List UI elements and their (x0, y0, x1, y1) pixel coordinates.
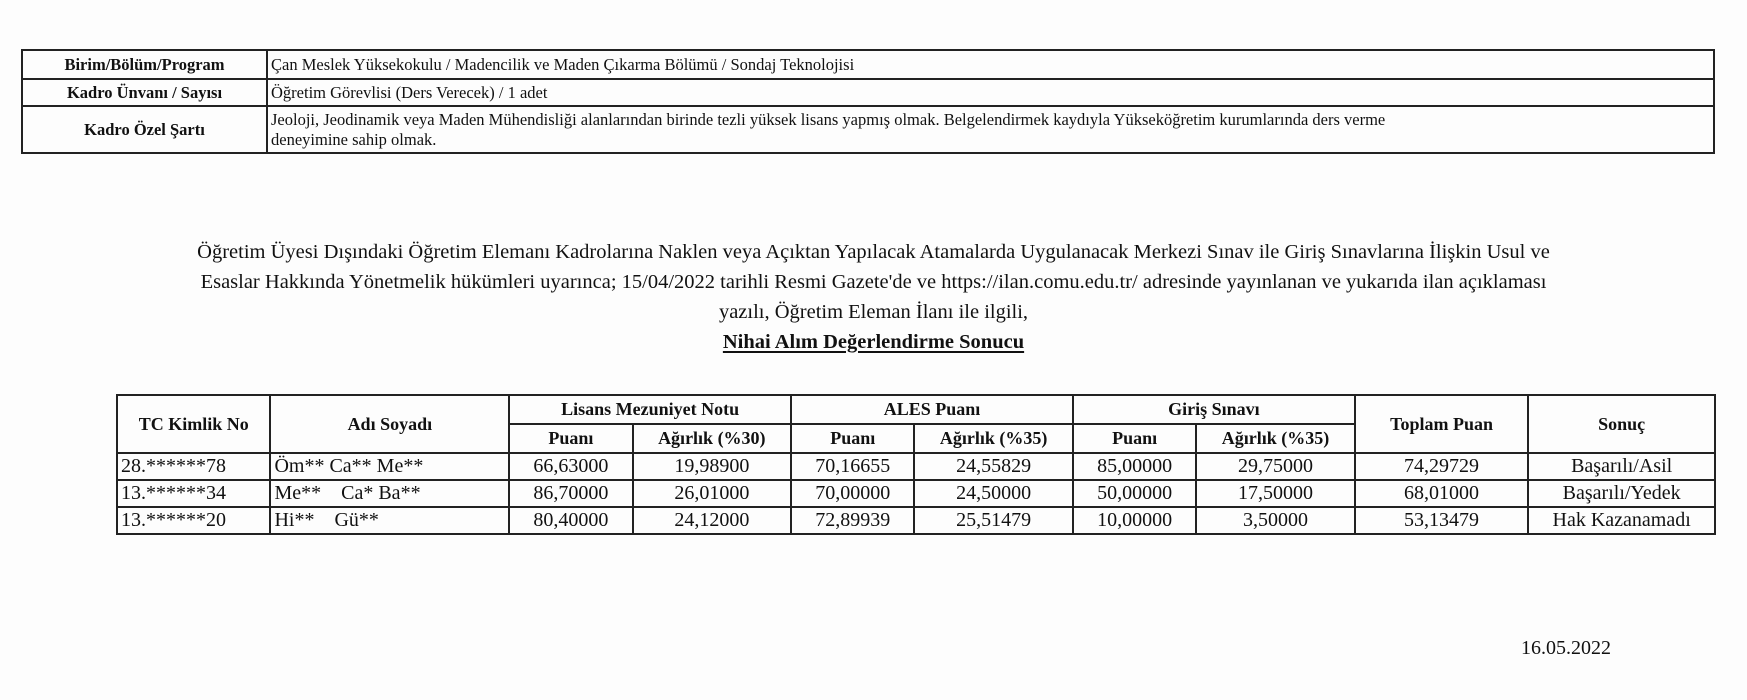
cell-lisans-score: 86,70000 (509, 480, 632, 507)
header-tc: TC Kimlik No (117, 395, 270, 453)
info-row-requirements (22, 106, 1714, 153)
cell-ales-score: 70,00000 (791, 480, 914, 507)
cell-ales-weight: 24,55829 (914, 453, 1072, 480)
cell-tc: 28.******78 (117, 453, 270, 480)
header-row (117, 395, 1715, 424)
cell-giris-score: 10,00000 (1073, 507, 1196, 534)
cell-name: Me** Ca* Ba** (270, 480, 509, 507)
cell-ales-weight: 24,50000 (914, 480, 1072, 507)
cell-giris-weight: 29,75000 (1196, 453, 1354, 480)
cell-total: 68,01000 (1355, 480, 1529, 507)
header-result: Sonuç (1528, 395, 1715, 453)
info-value: Öğretim Görevlisi (Ders Verecek) / 1 adet (267, 79, 1714, 106)
cell-name: Öm** Ca** Me** (270, 453, 509, 480)
subheader-weight: Ağırlık (%35) (1196, 424, 1354, 453)
info-label: Kadro Özel Şartı (22, 106, 267, 153)
cell-giris-weight: 3,50000 (1196, 507, 1354, 534)
cell-name: Hi** Gü** (270, 507, 509, 534)
table-row (117, 507, 1715, 534)
header-lisans: Lisans Mezuniyet Notu (509, 395, 791, 424)
cell-total: 53,13479 (1355, 507, 1529, 534)
header-giris: Giriş Sınavı (1073, 395, 1355, 424)
cell-result: Başarılı/Yedek (1528, 480, 1715, 507)
subheader-weight: Ağırlık (%35) (914, 424, 1072, 453)
info-value (267, 106, 1714, 153)
info-row-title (22, 79, 1714, 106)
info-value: Çan Meslek Yüksekokulu / Madencilik ve Maden Çıkarma Bölümü / Sondaj Teknolojisi (267, 50, 1714, 79)
paragraph-line: yazılı, Öğretim Eleman İlanı ile ilgili, (718, 301, 1029, 323)
results-table (116, 394, 1716, 535)
header-name: Adı Soyadı (270, 395, 509, 453)
table-row (117, 453, 1715, 480)
header-total: Toplam Puan (1355, 395, 1529, 453)
paragraph-line: Öğretim Üyesi Dışındaki Öğretim Elemanı Kadrolarına Naklen veya Açıktan Yapılacak Atamalarda Uygulanacak Merkezi Sınav ile Giriş Sınavlarına İlişkin Usul ve (197, 241, 1550, 263)
announcement-paragraph (0, 237, 1747, 357)
requirement-line: Jeoloji, Jeodinamik veya Maden Mühendisliği alanlarından birinde tezli yüksek lisans yapmış olmak. Belgelendirmek kaydıyla Yükseköğretim kurumlarında ders verme (271, 109, 1386, 129)
cell-lisans-score: 66,63000 (509, 453, 632, 480)
cell-giris-score: 85,00000 (1073, 453, 1196, 480)
requirement-line: deneyimine sahip olmak. (271, 129, 437, 149)
subheader-score: Puanı (791, 424, 914, 453)
subheader-weight: Ağırlık (%30) (633, 424, 791, 453)
cell-giris-score: 50,00000 (1073, 480, 1196, 507)
position-info-table (21, 49, 1715, 154)
cell-lisans-weight: 26,01000 (633, 480, 791, 507)
info-row-unit (22, 50, 1714, 79)
cell-lisans-weight: 24,12000 (633, 507, 791, 534)
table-row (117, 480, 1715, 507)
cell-lisans-score: 80,40000 (509, 507, 632, 534)
paragraph-line: Esaslar Hakkında Yönetmelik hükümleri uyarınca; 15/04/2022 tarihli Resmi Gazete'de ve https://ilan.comu.edu.tr/ adresinde yayınlanan ve yukarıda ilan açıklaması (200, 271, 1547, 293)
cell-giris-weight: 17,50000 (1196, 480, 1354, 507)
cell-tc: 13.******20 (117, 507, 270, 534)
result-title: Nihai Alım Değerlendirme Sonucu (722, 331, 1025, 353)
cell-tc: 13.******34 (117, 480, 270, 507)
cell-ales-weight: 25,51479 (914, 507, 1072, 534)
info-label: Birim/Bölüm/Program (22, 50, 267, 79)
info-label: Kadro Ünvanı / Sayısı (22, 79, 267, 106)
subheader-score: Puanı (509, 424, 632, 453)
cell-lisans-weight: 19,98900 (633, 453, 791, 480)
header-ales: ALES Puanı (791, 395, 1073, 424)
cell-ales-score: 72,89939 (791, 507, 914, 534)
cell-result: Başarılı/Asil (1528, 453, 1715, 480)
cell-result: Hak Kazanamadı (1528, 507, 1715, 534)
cell-total: 74,29729 (1355, 453, 1529, 480)
document-date: 16.05.2022 (1521, 637, 1611, 659)
subheader-score: Puanı (1073, 424, 1196, 453)
cell-ales-score: 70,16655 (791, 453, 914, 480)
